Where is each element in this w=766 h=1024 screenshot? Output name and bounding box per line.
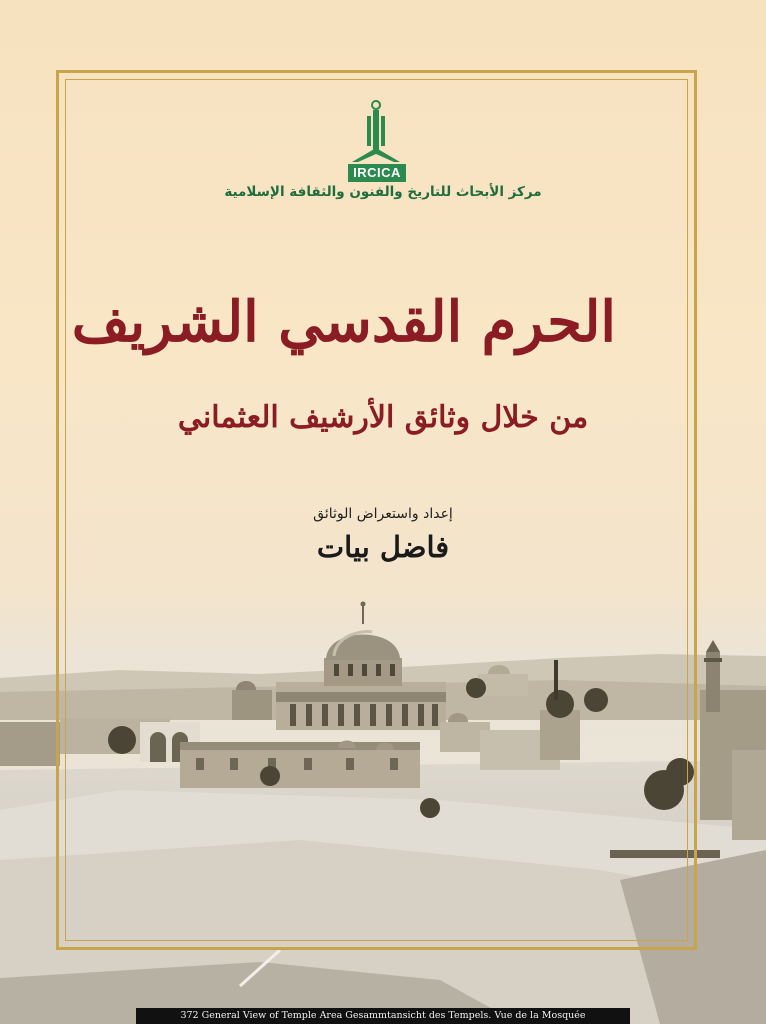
organization-name: مركز الأبحاث للتاريخ والفنون والثقافة الإسلامية [224,184,542,200]
prepared-by-label: إعداد واستعراض الوثائق [313,506,453,522]
book-title: الحرم القدسي الشريف [71,289,616,355]
book-subtitle: من خلال وثائق الأرشيف العثماني [177,400,589,435]
photo-caption: 372 General View of Temple Area Gesammtansicht des Tempels. Vue de la Mosquée [180,1010,586,1021]
author-name: فاضل بيات [316,530,450,564]
ircica-logo-text: IRCICA [348,164,406,182]
